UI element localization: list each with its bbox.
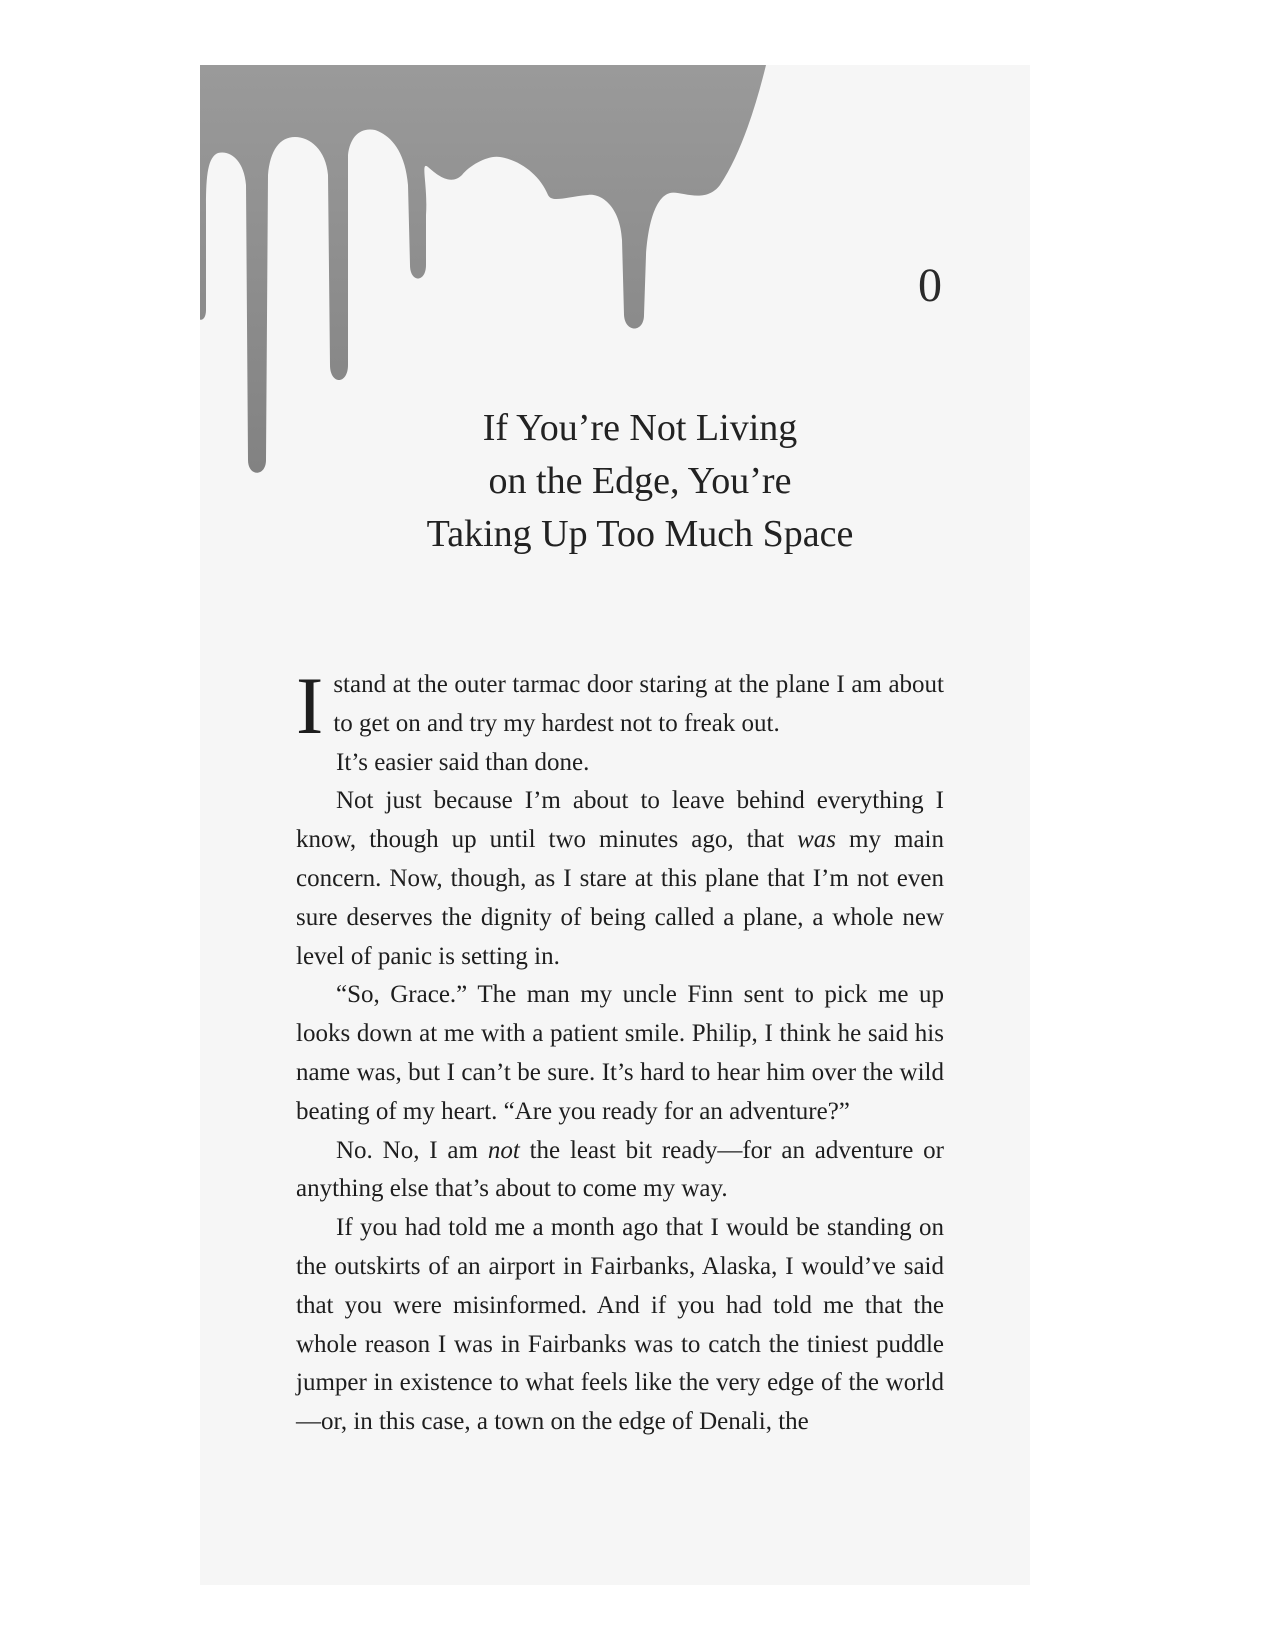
paragraph: Not just because I’m about to leave behind everything I know, though up until two minutes ago, that was my main concern. Now, though, as I stare at this plane that I’m not even sure deserves the dignity of being called a plane, a whole new level of panic is setting in. xyxy=(296,787,945,970)
chapter-title-line: on the Edge, You’re xyxy=(488,460,792,502)
chapter-body xyxy=(296,660,945,1442)
drop-cap: I xyxy=(296,660,324,751)
paragraph: Istand at the outer tarmac door staring at the plane I am about to get on and try my hardest not to freak out. xyxy=(296,660,944,751)
paragraph: No. No, I am not the least bit ready—for an adventure or anything else that’s about to come my way. xyxy=(296,1136,944,1203)
paragraph: If you had told me a month ago that I would be standing on the outskirts of an airport in Fairbanks, Alaska, I would’ve said that you were misinformed. And if you had told me that the whole reason I was in Fairbanks was to catch the tiniest puddle jumper in existence to what feels like the very edge of the world—or, in this case, a town on the edge of Denali, the xyxy=(296,1214,944,1436)
chapter-title xyxy=(360,402,920,561)
chapter-title-line: If You’re Not Living xyxy=(482,407,798,449)
paragraph: It’s easier said than done. xyxy=(336,748,590,776)
paragraph: “So, Grace.” The man my uncle Finn sent to pick me up looks down at me with a patient smile. Philip, I think he said his name was, but I can’t be sure. It’s hard to hear him over the wild beating of my heart. “Are you ready for an adventure?” xyxy=(296,981,944,1125)
chapter-title-line: Taking Up Too Much Space xyxy=(426,513,854,555)
chapter-number: 0 xyxy=(918,259,942,312)
